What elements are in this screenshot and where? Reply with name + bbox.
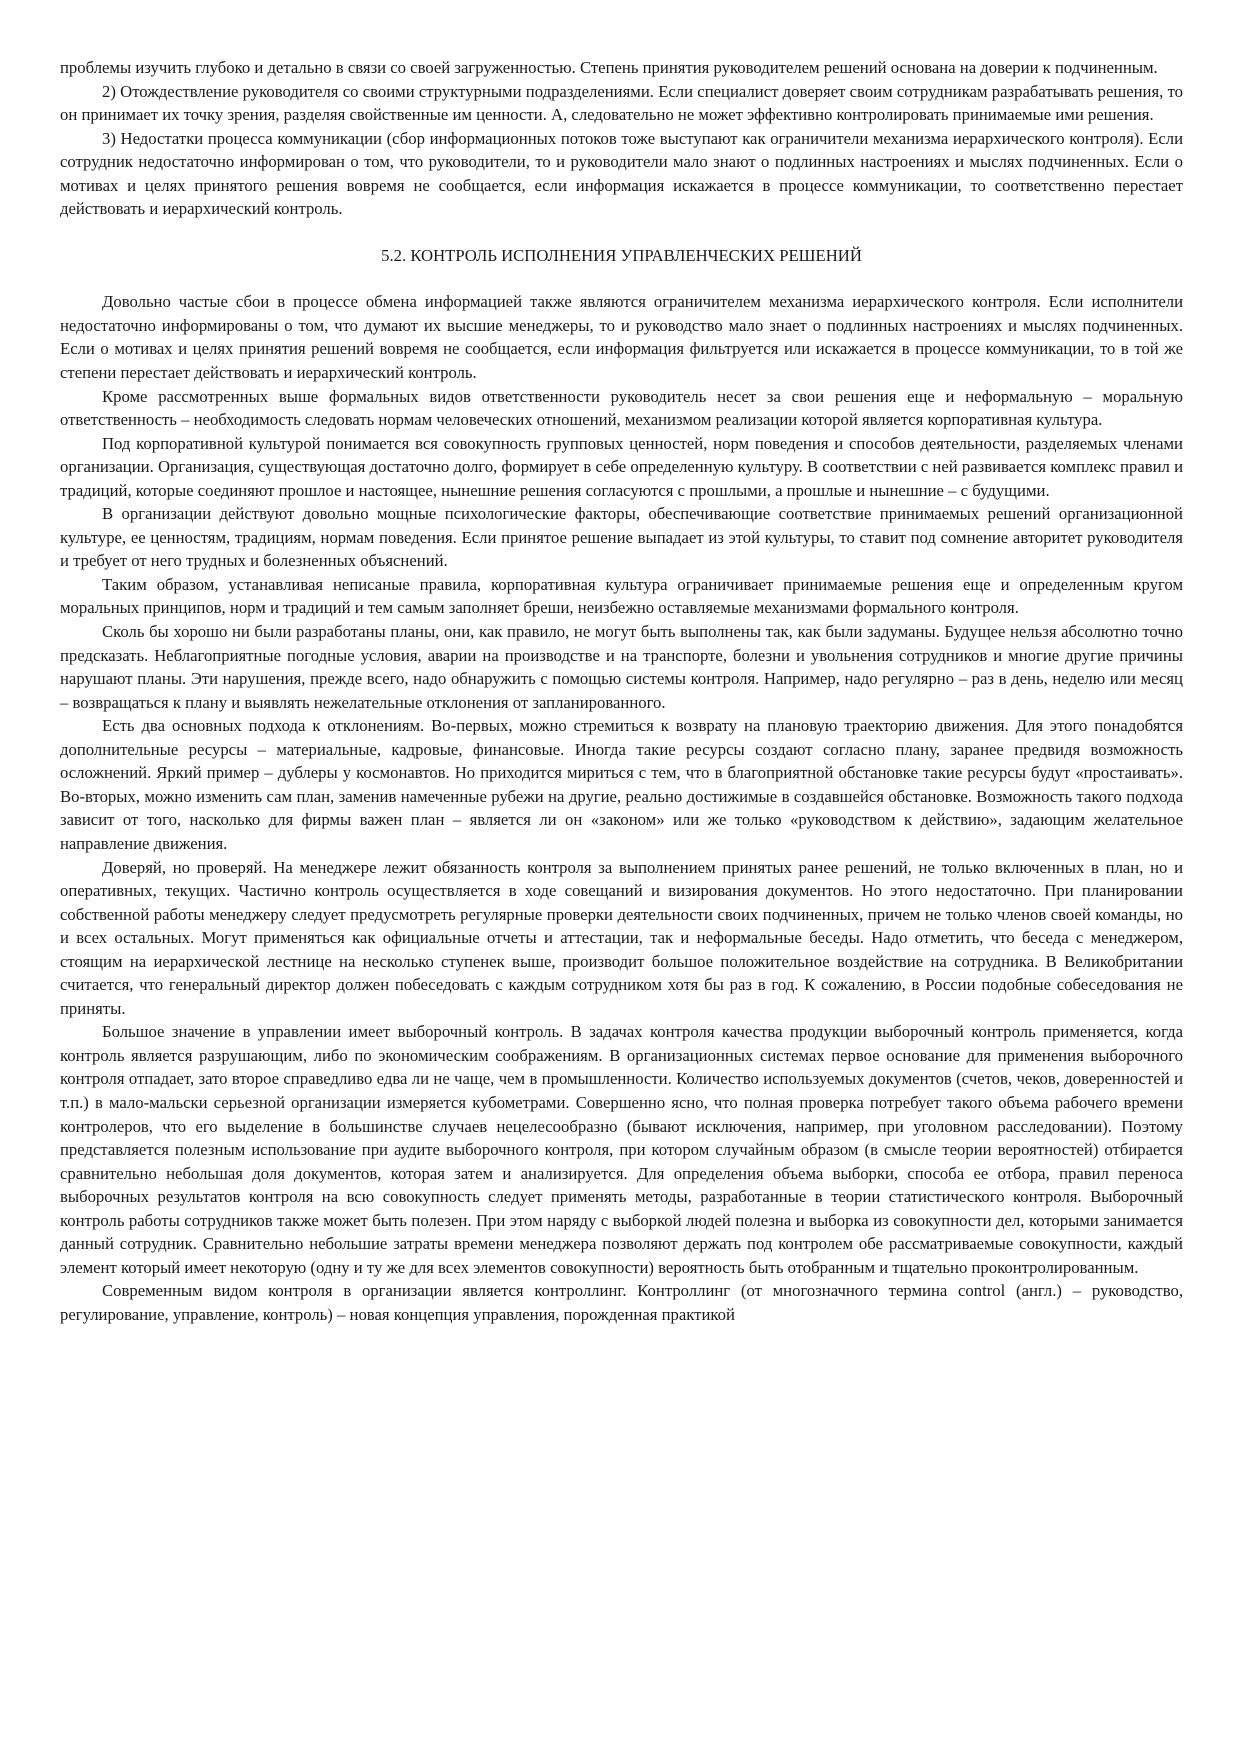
paragraph-list-item-2: 2) Отождествление руководителя со своими структурными подразделениями. Если специалист доверяет своим сотрудникам разрабатывать решения, то он принимает их точку зрения, разделяя свойственные им ценности. А, следовательно не может эффективно контролировать принимаемые ими решения. xyxy=(60,81,1183,125)
paragraph: Под корпоративной культурой понимается вся совокупность групповых ценностей, норм поведения и способов деятельности, разделяемых членами организации. Организация, существующая достаточно долго, формирует в себе определенную культуру. В соответствии с ней развивается комплекс правил и традиций, которые соединяют прошлое и настоящее, нынешние решения согласуются с прошлыми, а прошлые и нынешние – с будущими. xyxy=(60,433,1183,500)
paragraph: Большое значение в управлении имеет выборочный контроль. В задачах контроля качества продукции выборочный контроль применяется, когда контроль является разрушающим, либо по экономическим соображениям. В организационных системах первое основание для применения выборочного контроля отпадает, зато второе справедливо едва ли не чаще, чем в промышленности. Количество используемых документов (счетов, чеков, доверенностей и т.п.) в мало-мальски серьезной организации измеряется кубометрами. Совершенно ясно, что полная проверка потребует такого объема рабочего времени контролеров, что его выделение в большинстве случаев нецелесообразно (бывают исключения, например, при уголовном расследовании). Поэтому представляется полезным использование при аудите выборочного контроля, при котором случайным образом (в смысле теории вероятностей) отбирается сравнительно небольшая доля документов, которая затем и анализируется. Для определения объема выборки, способа ее отбора, правил переноса выборочных результатов контроля на всю совокупность следует применять методы, разработанные в теории статистического контроля. Выборочный контроль работы сотрудников также может быть полезен. При этом наряду с выборкой людей полезна и выборка из совокупности дел, которыми занимается данный сотрудник. Сравнительно небольшие затраты времени менеджера позволяют держать под контролем обе рассматриваемые совокупности, каждый элемент который имеет некоторую (одну и ту же для всех элементов совокупности) вероятность быть отобранным и тщательно проконтролированным. xyxy=(60,1022,1183,1277)
paragraph: Современным видом контроля в организации является контроллинг. Контроллинг (от многозначного термина control (англ.) – руководство, регулирование, управление, контроль) – новая концепция управления, порожденная практикой xyxy=(60,1281,1183,1324)
paragraph: Доверяй, но проверяй. На менеджере лежит обязанность контроля за выполнением принятых ранее решений, не только включенных в план, но и оперативных, текущих. Частично контроль осуществляется в ходе совещаний и визирования документов. Но этого недостаточно. При планировании собственной работы менеджеру следует предусмотреть регулярные проверки деятельности своих подчиненных, причем не только членов своей команды, но и всех остальных. Могут применяться как официальные отчеты и аттестации, так и неформальные беседы. Надо отметить, что беседа с менеджером, стоящим на иерархической лестнице на несколько ступенек выше, производит большое положительное воздействие на сотрудника. В Великобритании считается, что генеральный директор должен побеседовать с каждым сотрудником хотя бы раз в год. К сожалению, в России подобные собеседования не приняты. xyxy=(60,857,1183,1018)
paragraph: Таким образом, устанавливая неписаные правила, корпоративная культура ограничивает принимаемые решения еще и определенным кругом моральных принципов, норм и традиций и тем самым заполняет бреши, неизбежно оставляемые механизмами формального контроля. xyxy=(60,574,1183,618)
document-page xyxy=(60,56,1183,1326)
section-title: 5.2. КОНТРОЛЬ ИСПОЛНЕНИЯ УПРАВЛЕНЧЕСКИХ РЕШЕНИЙ xyxy=(381,245,862,265)
paragraph: Кроме рассмотренных выше формальных видов ответственности руководитель несет за свои решения еще и неформальную – моральную ответственность – необходимость следовать нормам человеческих отношений, механизмом реализации которой является корпоративная культура. xyxy=(60,386,1183,430)
paragraph: Довольно частые сбои в процессе обмена информацией также являются ограничителем механизма иерархического контроля. Если исполнители недостаточно информированы о том, что думают их высшие менеджеры, то и руководство мало знает о подлинных настроениях и мыслях подчиненных. Если о мотивах и целях принятия решений вовремя не сообщается, если информация фильтруется или искажается в процессе коммуникации, то в той же степени перестает действовать и иерархический контроль. xyxy=(60,292,1183,383)
paragraph-intro-continuation: проблемы изучить глубоко и детально в связи со своей загруженностью. Степень принятия руководителем решений основана на доверии к подчиненным. xyxy=(60,58,1158,77)
paragraph: В организации действуют довольно мощные психологические факторы, обеспечивающие соответствие принимаемых решений организационной культуре, ее ценностям, традициям, нормам поведения. Если принятое решение выпадает из этой культуры, то ставит под сомнение авторитет руководителя и требует от него трудных и болезненных объяснений. xyxy=(60,504,1183,571)
paragraph: Есть два основных подхода к отклонениям. Во-первых, можно стремиться к возврату на плановую траекторию движения. Для этого понадобятся дополнительные ресурсы – материальные, кадровые, финансовые. Иногда такие ресурсы создают согласно плану, заранее предвидя возможность осложнений. Яркий пример – дублеры у космонавтов. Но приходится мириться с тем, что в благоприятной обстановке такие ресурсы будут «простаивать». Во-вторых, можно изменить сам план, заменив намеченные рубежи на другие, реально достижимые в создавшейся обстановке. Возможность такого подхода зависит от того, насколько для фирмы важен план – является ли он «законом» или же только «руководством к действию», задающим желательное направление движения. xyxy=(60,716,1183,853)
paragraph: Сколь бы хорошо ни были разработаны планы, они, как правило, не могут быть выполнены так, как были задуманы. Будущее нельзя абсолютно точно предсказать. Неблагоприятные погодные условия, аварии на производстве и на транспорте, болезни и увольнения сотрудников и многие другие причины нарушают планы. Эти нарушения, прежде всего, надо обнаружить с помощью системы контроля. Например, надо регулярно – раз в день, неделю или месяц – возвращаться к плану и выявлять нежелательные отклонения от запланированного. xyxy=(60,622,1183,712)
paragraph-list-item-3: 3) Недостатки процесса коммуникации (сбор информационных потоков тоже выступают как ограничители механизма иерархического контроля). Если сотрудник недостаточно информирован о том, что руководители, то и руководители мало знают о подлинных настроениях и мыслях подчиненных. Если о мотивах и целях принятого решения вовремя не сообщается, если информация искажается в процессе коммуникации, то соответственно перестает действовать и иерархический контроль. xyxy=(60,128,1183,219)
